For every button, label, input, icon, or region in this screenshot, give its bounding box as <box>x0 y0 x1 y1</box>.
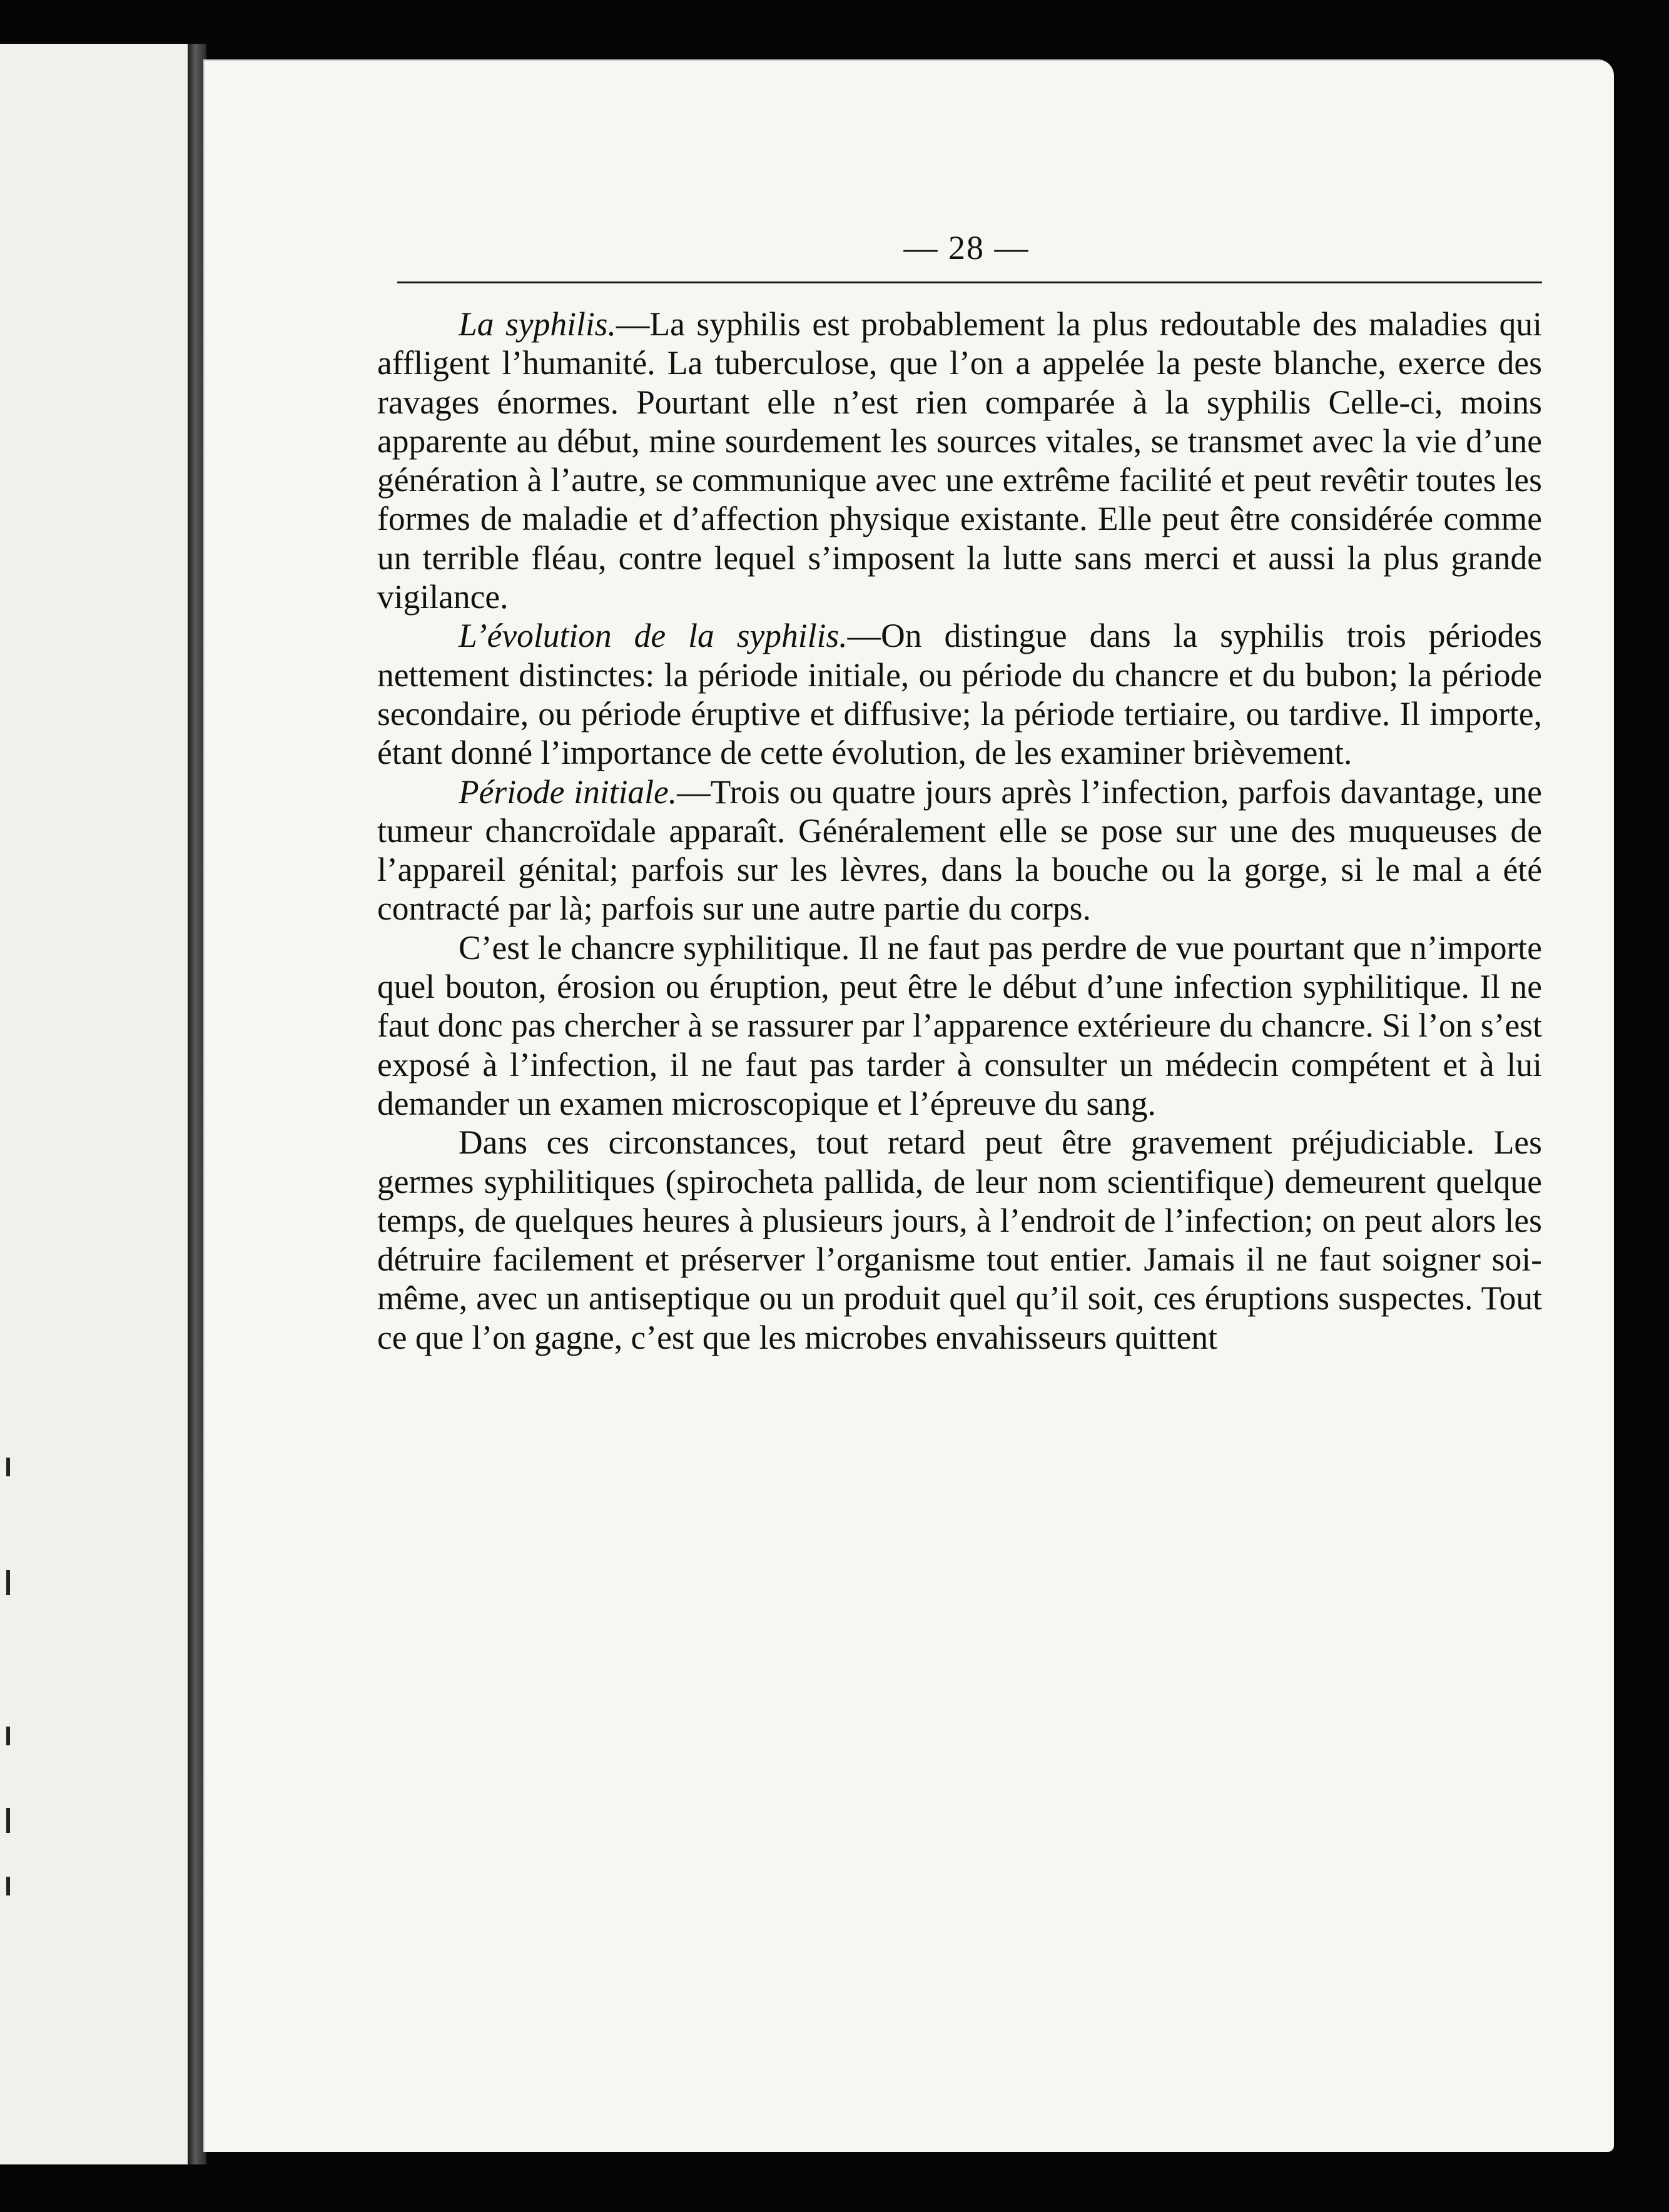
paragraph-text: C’est le chancre syphilitique. Il ne faut pas perdre de vue pourtant que n’importe quel bouton, érosion ou éruption, peut être le début d’une infection syphilitique. Il ne faut donc pas chercher à se rassurer par l’apparence extérieure du chancre. Si l’on s’est exposé à l’infection, il ne faut pas tarder à consulter un médecin compétent et à lui demander un examen microscopique et l’épreuve du sang. <box>377 928 1542 1122</box>
paragraph <box>377 1123 1542 1357</box>
paragraph <box>377 928 1542 1123</box>
body-text <box>377 305 1542 1357</box>
facing-page-mark <box>6 1808 10 1833</box>
facing-page-mark <box>6 1727 10 1745</box>
facing-page-edge <box>0 44 188 2164</box>
header-rule <box>397 282 1542 283</box>
page-number: — 28 — <box>903 229 1030 266</box>
paragraph-text: Dans ces circonstances, tout retard peut être gravement préjudiciable. Les germes syphilitiques (spirocheta pallida, de leur nom scientifique) demeurent quelque temps, de quelques heures à plusieurs jours, à l’endroit de l’infection; on peut alors les détruire facilement et préserver l’organisme tout entier. Jamais il ne faut soigner soi-même, avec un antiseptique ou un produit quel qu’il soit, ces éruptions suspectes. Tout ce que l’on gagne, c’est que les microbes envahisseurs quittent <box>377 1124 1542 1356</box>
paragraph <box>377 616 1542 772</box>
paragraph-heading: La syphilis. <box>459 305 616 343</box>
paragraph-text: —On distingue dans la syphilis trois périodes nettement distinctes: la période initiale, ou période du chancre et du bubon; la période secondaire, ou période éruptive et diffusive; la période tertiaire, ou tardive. Il importe, étant donné l’importance de cette évolution, de les examiner brièvement. <box>377 617 1543 772</box>
paragraph-text: —Trois ou quatre jours après l’infection, parfois davantage, une tumeur chancroïdale apparaît. Généralement elle se pose sur une des muqueuses de l’appareil génital; parfois sur les lèvres, dans la bouche ou la gorge, si le mal a été contracté par là; parfois sur une autre partie du corps. <box>377 773 1542 928</box>
paragraph-text: —La syphilis est probablement la plus redoutable des maladies qui affligent l’humanité. La tuberculose, que l’on a appelée la peste blanche, exerce des ravages énormes. Pourtant elle n’est rien comparée à la syphilis Celle-ci, moins apparente au début, mine sourdement les sources vitales, se transmet avec la vie d’une génération à l’autre, se communique avec une extrême facilité et peut revêtir toutes les formes de maladie et d’affection physique existante. Elle peut être considérée comme un terrible fléau, contre lequel s’imposent la lutte sans merci et aussi la plus grande vigilance. <box>377 305 1543 616</box>
paragraph-heading: L’évolution de la syphilis. <box>459 617 848 655</box>
paragraph-heading: Période initiale. <box>459 773 677 811</box>
facing-page-mark <box>6 1570 10 1595</box>
facing-page-mark <box>6 1877 10 1895</box>
paragraph <box>377 773 1542 928</box>
book-page <box>203 59 1614 2152</box>
paragraph <box>377 305 1542 616</box>
facing-page-mark <box>6 1458 10 1476</box>
